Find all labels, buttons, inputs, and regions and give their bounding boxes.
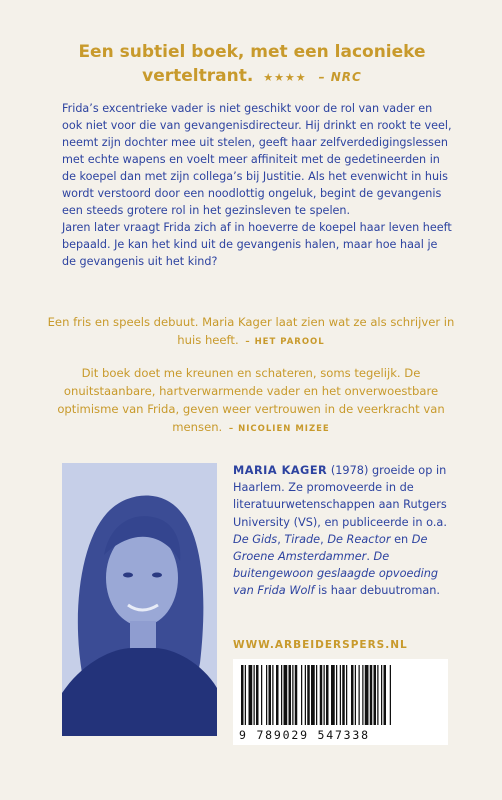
author-portrait-image <box>62 463 217 736</box>
review-quote-mizee <box>40 364 462 438</box>
publication-title: Tirade <box>284 532 321 546</box>
headline-source: – NRC <box>318 70 362 84</box>
barcode <box>233 659 448 745</box>
bio-separator: en <box>390 532 412 546</box>
headline-quote <box>52 40 452 90</box>
publisher-website[interactable]: WWW.ARBEIDERSPERS.NL <box>233 639 408 651</box>
book-title: De buitengewoon geslaagde opvoeding van Frida Wolf <box>233 550 439 598</box>
review-quote-source: – HET PAROOL <box>245 337 325 347</box>
bio-separator: , <box>320 532 328 546</box>
bio-separator: . <box>366 550 374 564</box>
publication-title: De Gids <box>233 532 278 546</box>
publication-title: De Groene Amsterdammer <box>233 532 428 564</box>
synopsis <box>62 100 452 270</box>
review-quote-text: Een fris en speels debuut. Maria Kager laat zien wat ze als schrijver in huis heeft. <box>47 315 455 347</box>
isbn-number: 9 789029 547338 <box>239 728 370 742</box>
publication-title: De Reactor <box>327 532 391 546</box>
author-photo <box>62 463 217 736</box>
headline-text: Een subtiel boek, met een laconieke verteltrant. <box>78 42 426 86</box>
rating-stars: ★★★★ <box>263 71 307 84</box>
review-quote-source: – NICOLIEN MIZEE <box>228 424 330 434</box>
synopsis-paragraph-1: Frida’s excentrieke vader is niet geschikt voor de rol van vader en ook niet voor die van gevangenisdirecteur. Hij drinkt en rookt te veel, neemt zijn dochter mee uit stelen, geeft haar zelfverdedigingslessen met echte wapens en voelt meer affiniteit met de gedetineerden in de koepel dan met zijn collega’s bij Justitie. Als het evenwicht in huis wordt verstoord door een noodlottig ongeluk, begint de gevangenis een steeds grotere rol in het gezinsleven te spelen. <box>62 102 452 217</box>
synopsis-paragraph-2: Jaren later vraagt Frida zich af in hoeverre de koepel haar leven heeft bepaald. Je kan het kind uit de gevangenis halen, maar hoe haal je de gevangenis uit het kind? <box>62 221 452 268</box>
review-quote-parool <box>40 313 462 351</box>
review-quote-text: Dit boek doet me kreunen en schateren, soms tegelijk. De onuitstaanbare, hartverwarmende vader en het onverwoestbare optimisme van Frida, geven weer vertrouwen in de veerkracht van mensen. <box>57 366 445 434</box>
author-bio <box>233 462 455 600</box>
bio-text: is haar debuutroman. <box>314 584 441 598</box>
bio-separator: , <box>277 532 285 546</box>
bio-text: (1978) groeide op in Haarlem. Ze promoveerde in de literatuurwetenschappen aan Rutgers University (VS), en publiceerde in o.a. <box>233 464 447 529</box>
author-name: MARIA KAGER <box>233 464 328 477</box>
